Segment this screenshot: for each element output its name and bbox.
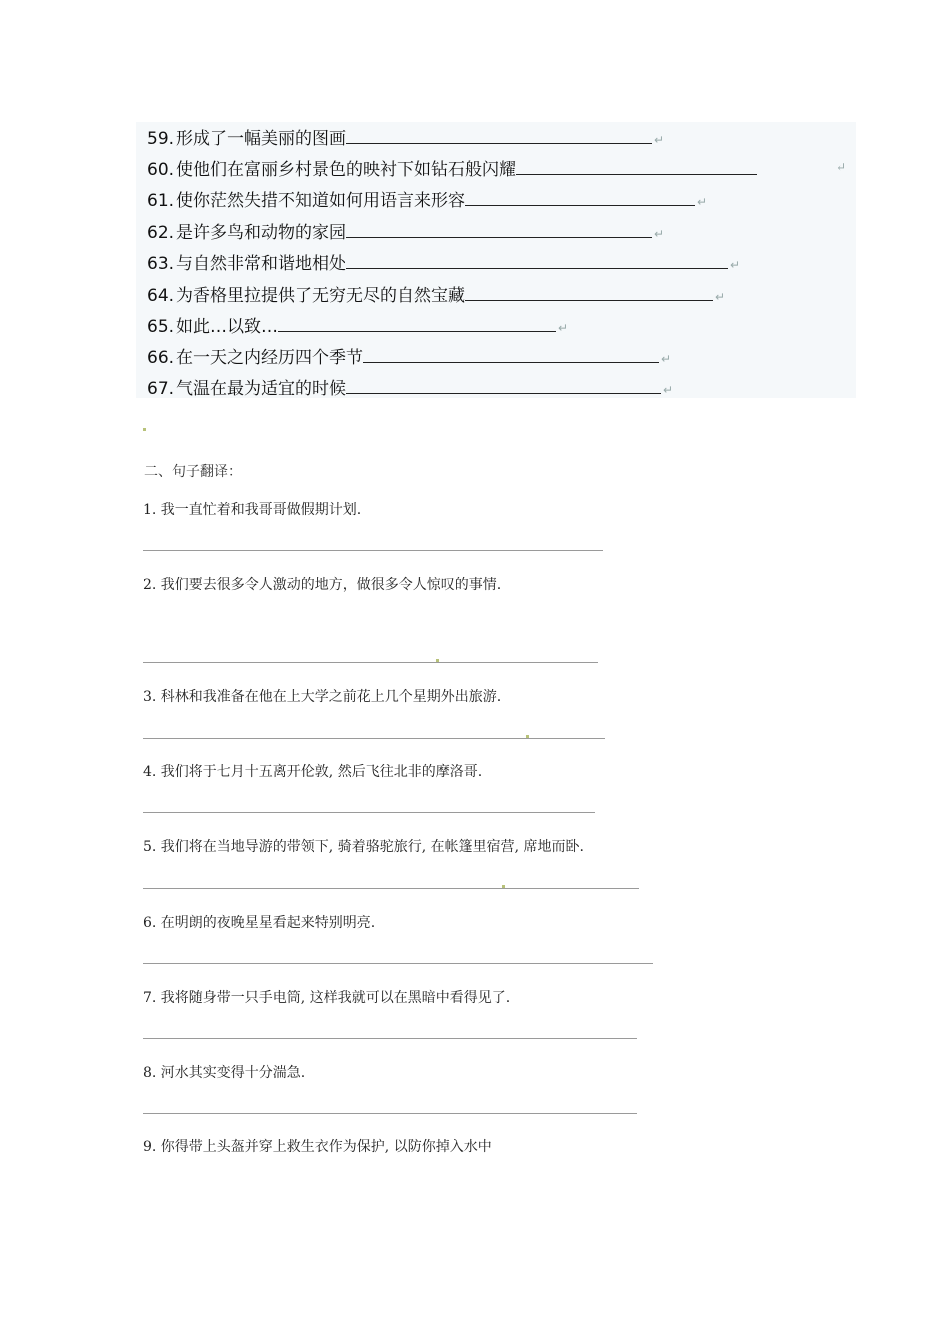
sentence-prompt: 8. 河水其实变得十分湍急.	[143, 1065, 306, 1081]
answer-line[interactable]	[143, 662, 598, 663]
return-mark-icon: ↵	[654, 227, 665, 241]
return-mark-icon: ↵	[715, 290, 726, 304]
item-number: 66.	[147, 348, 175, 368]
item-number: 59.	[147, 129, 175, 149]
vocab-item	[147, 186, 707, 214]
item-number: 62.	[147, 223, 175, 243]
item-text: 为香格里拉提供了无穷无尽的自然宝藏	[176, 286, 466, 306]
return-mark-icon: ↵	[661, 352, 672, 366]
item-text: 是许多鸟和动物的家园	[176, 223, 347, 243]
answer-blank[interactable]	[363, 344, 659, 363]
sentence-prompt: 5. 我们将在当地导游的带领下, 骑着骆驼旅行, 在帐篷里宿营, 席地而卧.	[143, 839, 584, 855]
item-text: 使他们在富丽乡村景色的映衬下如钻石般闪耀	[176, 160, 517, 180]
marker-dot	[436, 659, 439, 662]
sentence-prompt: 6. 在明朗的夜晚星星看起来特别明亮.	[143, 915, 376, 931]
vocab-item	[147, 124, 664, 152]
answer-line[interactable]	[143, 1038, 637, 1039]
answer-line[interactable]	[143, 1113, 637, 1114]
answer-line[interactable]	[143, 550, 603, 551]
item-text: 在一天之内经历四个季节	[176, 348, 364, 368]
vocab-item	[147, 218, 664, 246]
vocab-item	[147, 343, 671, 371]
answer-blank[interactable]	[465, 187, 695, 206]
answer-line[interactable]	[143, 738, 605, 739]
item-number: 61.	[147, 191, 175, 211]
return-mark-icon: ↵	[654, 133, 665, 147]
sentence-prompt: 1. 我一直忙着和我哥哥做假期计划.	[143, 502, 362, 518]
return-mark-icon: ↵	[730, 258, 741, 272]
vocab-item	[147, 281, 725, 309]
sentence-prompt: 4. 我们将于七月十五离开伦敦, 然后飞往北非的摩洛哥.	[143, 764, 483, 780]
sentence-prompt: 3. 科林和我准备在他在上大学之前花上几个星期外出旅游.	[143, 689, 502, 705]
vocab-item	[147, 374, 673, 402]
item-text: 如此…以致…	[176, 317, 279, 337]
return-mark-icon: ↵	[663, 383, 674, 397]
sentence-prompt: 7. 我将随身带一只手电筒, 这样我就可以在黑暗中看得见了.	[143, 990, 511, 1006]
marker-dot	[502, 885, 505, 888]
vocab-item	[147, 312, 568, 340]
item-number: 64.	[147, 286, 175, 306]
return-mark-icon: ↵	[697, 195, 708, 209]
item-number: 63.	[147, 254, 175, 274]
sentence-prompt: 2. 我们要去很多令人激动的地方，做很多令人惊叹的事情.	[143, 577, 502, 593]
answer-blank[interactable]	[516, 156, 757, 175]
answer-blank[interactable]	[346, 125, 652, 144]
item-number: 67.	[147, 379, 175, 399]
marker-dot	[526, 735, 529, 738]
return-mark-icon: ↵	[836, 160, 847, 174]
answer-blank[interactable]	[346, 375, 661, 394]
item-text: 与自然非常和谐地相处	[176, 254, 347, 274]
item-text: 形成了一幅美丽的图画	[176, 129, 347, 149]
item-number: 60.	[147, 160, 175, 180]
vocab-item	[147, 249, 740, 277]
vocab-item	[147, 155, 757, 183]
item-text: 气温在最为适宜的时候	[176, 379, 347, 399]
answer-line[interactable]	[143, 963, 653, 964]
item-text: 使你茫然失措不知道如何用语言来形容	[176, 191, 466, 211]
answer-line[interactable]	[143, 812, 595, 813]
return-mark-icon: ↵	[558, 321, 569, 335]
answer-blank[interactable]	[346, 250, 728, 269]
answer-line[interactable]	[143, 888, 639, 889]
answer-blank[interactable]	[346, 219, 652, 238]
section-title: 二、句子翻译：	[144, 464, 242, 480]
sentence-prompt: 9. 你得带上头盔并穿上救生衣作为保护, 以防你掉入水中	[143, 1139, 492, 1155]
answer-blank[interactable]	[465, 282, 713, 301]
item-number: 65.	[147, 317, 175, 337]
marker-dot	[143, 428, 146, 431]
answer-blank[interactable]	[278, 313, 556, 332]
